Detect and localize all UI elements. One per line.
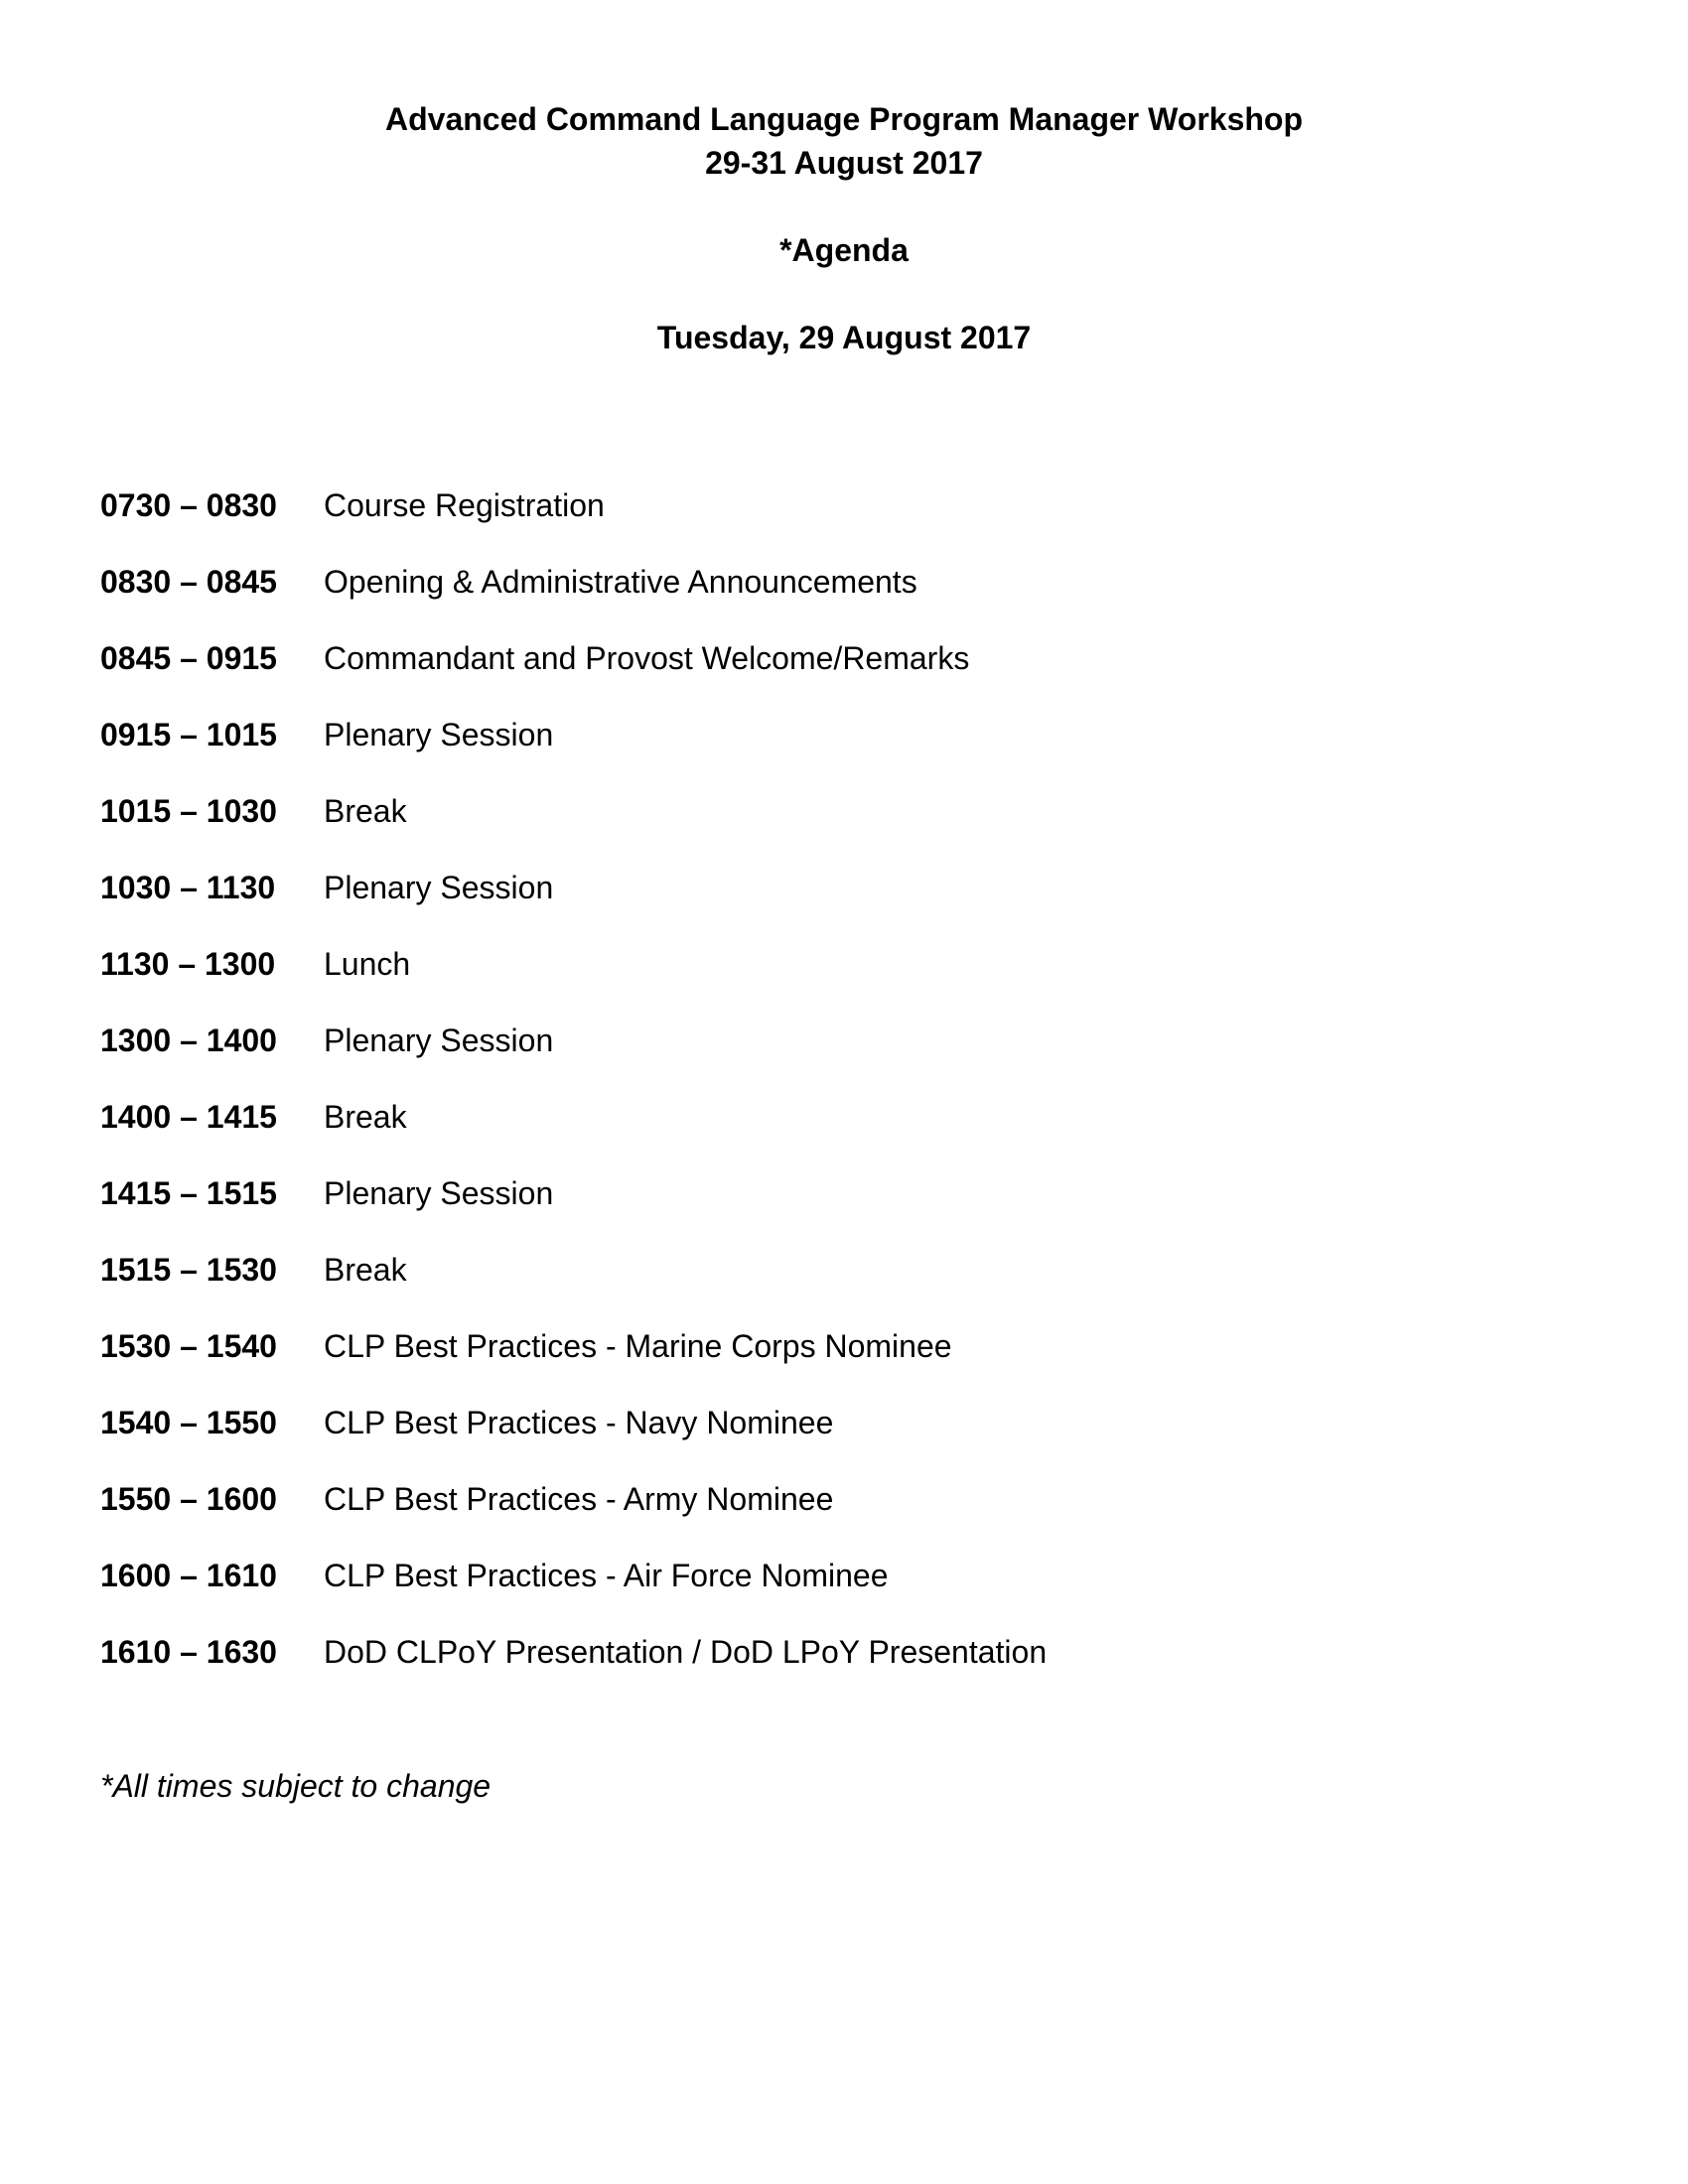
schedule-row bbox=[100, 1002, 1590, 1078]
schedule-event: Break bbox=[324, 1251, 407, 1288]
schedule-time: 1540 – 1550 bbox=[100, 1404, 277, 1440]
schedule-time: 1610 – 1630 bbox=[100, 1633, 277, 1670]
schedule-time: 1550 – 1600 bbox=[100, 1480, 277, 1517]
schedule-row bbox=[100, 1155, 1590, 1231]
schedule-event: Break bbox=[324, 792, 407, 829]
schedule-event: DoD CLPoY Presentation / DoD LPoY Presentation bbox=[324, 1633, 1048, 1670]
schedule-row bbox=[100, 849, 1590, 925]
schedule-event: CLP Best Practices - Air Force Nominee bbox=[324, 1557, 889, 1593]
day-heading: Tuesday, 29 August 2017 bbox=[656, 320, 1032, 355]
schedule-time: 1530 – 1540 bbox=[100, 1327, 277, 1364]
schedule-event: CLP Best Practices - Navy Nominee bbox=[324, 1404, 834, 1440]
schedule-row bbox=[100, 1460, 1590, 1537]
schedule-event: CLP Best Practices - Marine Corps Nominee bbox=[324, 1327, 952, 1364]
schedule-time: 1300 – 1400 bbox=[100, 1022, 277, 1058]
schedule-time: 0730 – 0830 bbox=[100, 486, 277, 523]
schedule-row bbox=[100, 925, 1590, 1002]
schedule-event: Plenary Session bbox=[324, 716, 554, 752]
schedule-time: 1515 – 1530 bbox=[100, 1251, 277, 1288]
schedule-time: 1400 – 1415 bbox=[100, 1098, 277, 1135]
schedule-list bbox=[100, 467, 1590, 1690]
schedule-event: Lunch bbox=[324, 945, 411, 982]
schedule-row bbox=[100, 467, 1590, 543]
document-dates: 29-31 August 2017 bbox=[705, 145, 983, 181]
schedule-row bbox=[100, 1537, 1590, 1613]
schedule-row bbox=[100, 619, 1590, 696]
schedule-time: 1130 – 1300 bbox=[100, 945, 276, 982]
schedule-time: 1030 – 1130 bbox=[100, 869, 276, 905]
schedule-time: 0915 – 1015 bbox=[100, 716, 277, 752]
schedule-row bbox=[100, 1613, 1590, 1690]
schedule-event: Course Registration bbox=[324, 486, 605, 523]
schedule-row bbox=[100, 543, 1590, 619]
schedule-event: Plenary Session bbox=[324, 869, 554, 905]
schedule-row bbox=[100, 696, 1590, 772]
schedule-row bbox=[100, 1384, 1590, 1460]
schedule-time: 1600 – 1610 bbox=[100, 1557, 277, 1593]
schedule-row bbox=[100, 1078, 1590, 1155]
schedule-event: Plenary Session bbox=[324, 1174, 554, 1211]
agenda-heading: *Agenda bbox=[779, 232, 909, 268]
schedule-event: Commandant and Provost Welcome/Remarks bbox=[324, 639, 970, 676]
footnote: *All times subject to change bbox=[100, 1768, 492, 1804]
document-title: Advanced Command Language Program Manager Workshop bbox=[384, 101, 1303, 137]
schedule-row bbox=[100, 1231, 1590, 1307]
schedule-row bbox=[100, 1307, 1590, 1384]
schedule-time: 1015 – 1030 bbox=[100, 792, 277, 829]
schedule-row bbox=[100, 772, 1590, 849]
schedule-time: 1415 – 1515 bbox=[100, 1174, 277, 1211]
schedule-event: CLP Best Practices - Army Nominee bbox=[324, 1480, 834, 1517]
schedule-event: Plenary Session bbox=[324, 1022, 554, 1058]
schedule-event: Break bbox=[324, 1098, 407, 1135]
schedule-time: 0830 – 0845 bbox=[100, 563, 277, 600]
schedule-event: Opening & Administrative Announcements bbox=[324, 563, 917, 600]
schedule-time: 0845 – 0915 bbox=[100, 639, 277, 676]
